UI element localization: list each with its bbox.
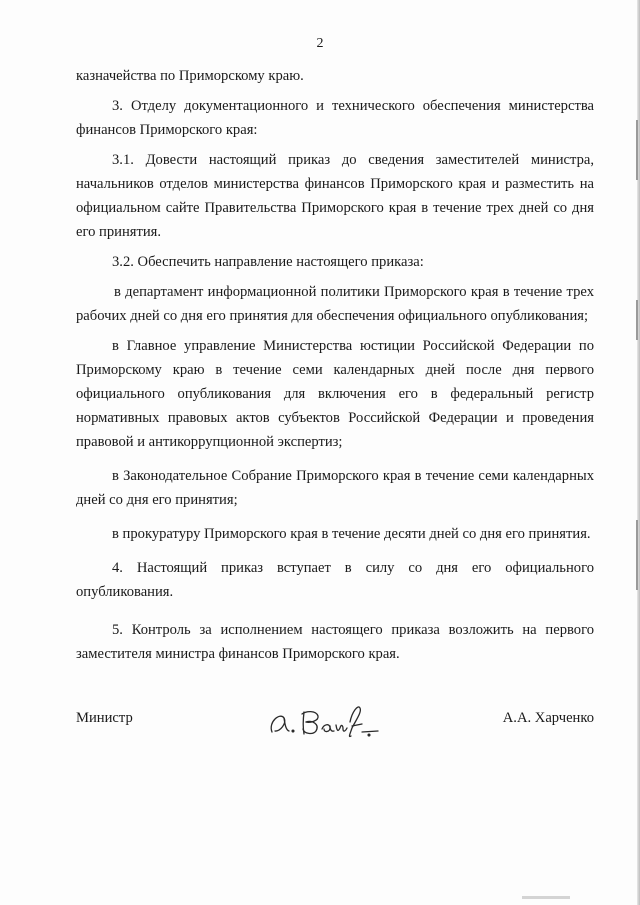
paragraph-continuation: казначейства по Приморскому краю. [76, 68, 304, 84]
paragraph-item-3: 3. Отделу документационного и технического обеспечения министерства финансов Приморского края: [76, 98, 594, 138]
signatory-name: А.А. Харченко [502, 710, 594, 726]
scan-mark [636, 520, 638, 590]
paragraph-item-5: 5. Контроль за исполнением настоящего приказа возложить на первого заместителя министра финансов Приморского края. [76, 622, 594, 662]
signatory-title: Министр [76, 710, 133, 726]
paragraph-item-4: 4. Настоящий приказ вступает в силу со дня его официального опубликования. [76, 560, 594, 600]
scan-mark [636, 120, 638, 180]
paragraph-recipient-info-policy: в департамент информационной политики Приморского края в течение трех рабочих дней со дня его принятия для обеспечения официального опубликования; [76, 284, 594, 324]
handwritten-signature [266, 698, 386, 742]
paragraph-recipient-prosecutor: в прокуратуру Приморского края в течение десяти дней со дня его принятия. [112, 526, 591, 542]
paragraph-item-3-2: 3.2. Обеспечить направление настоящего приказа: [112, 254, 424, 270]
page-number: 2 [316, 36, 324, 51]
paragraph-recipient-assembly: в Законодательное Собрание Приморского края в течение семи календарных дней со дня его принятия; [76, 468, 594, 508]
document-body [76, 64, 594, 666]
scan-smudge [522, 896, 570, 899]
paragraph-recipient-justice: в Главное управление Министерства юстиции Российской Федерации по Приморскому краю в течение семи календарных дней после дня первого официального опубликования для включения его в федеральный регистр нормативных правовых актов субъектов Российской Федерации и проведения правовой и антикоррупционной экспертиз; [76, 338, 594, 450]
paragraph-item-3-1: 3.1. Довести настоящий приказ до сведения заместителей министра, начальников отделов министерства финансов Приморского края и разместить на официальном сайте Правительства Приморского края в течение трех дней со дня его принятия. [76, 152, 594, 240]
scan-mark [636, 300, 638, 340]
signature-block [76, 700, 594, 740]
